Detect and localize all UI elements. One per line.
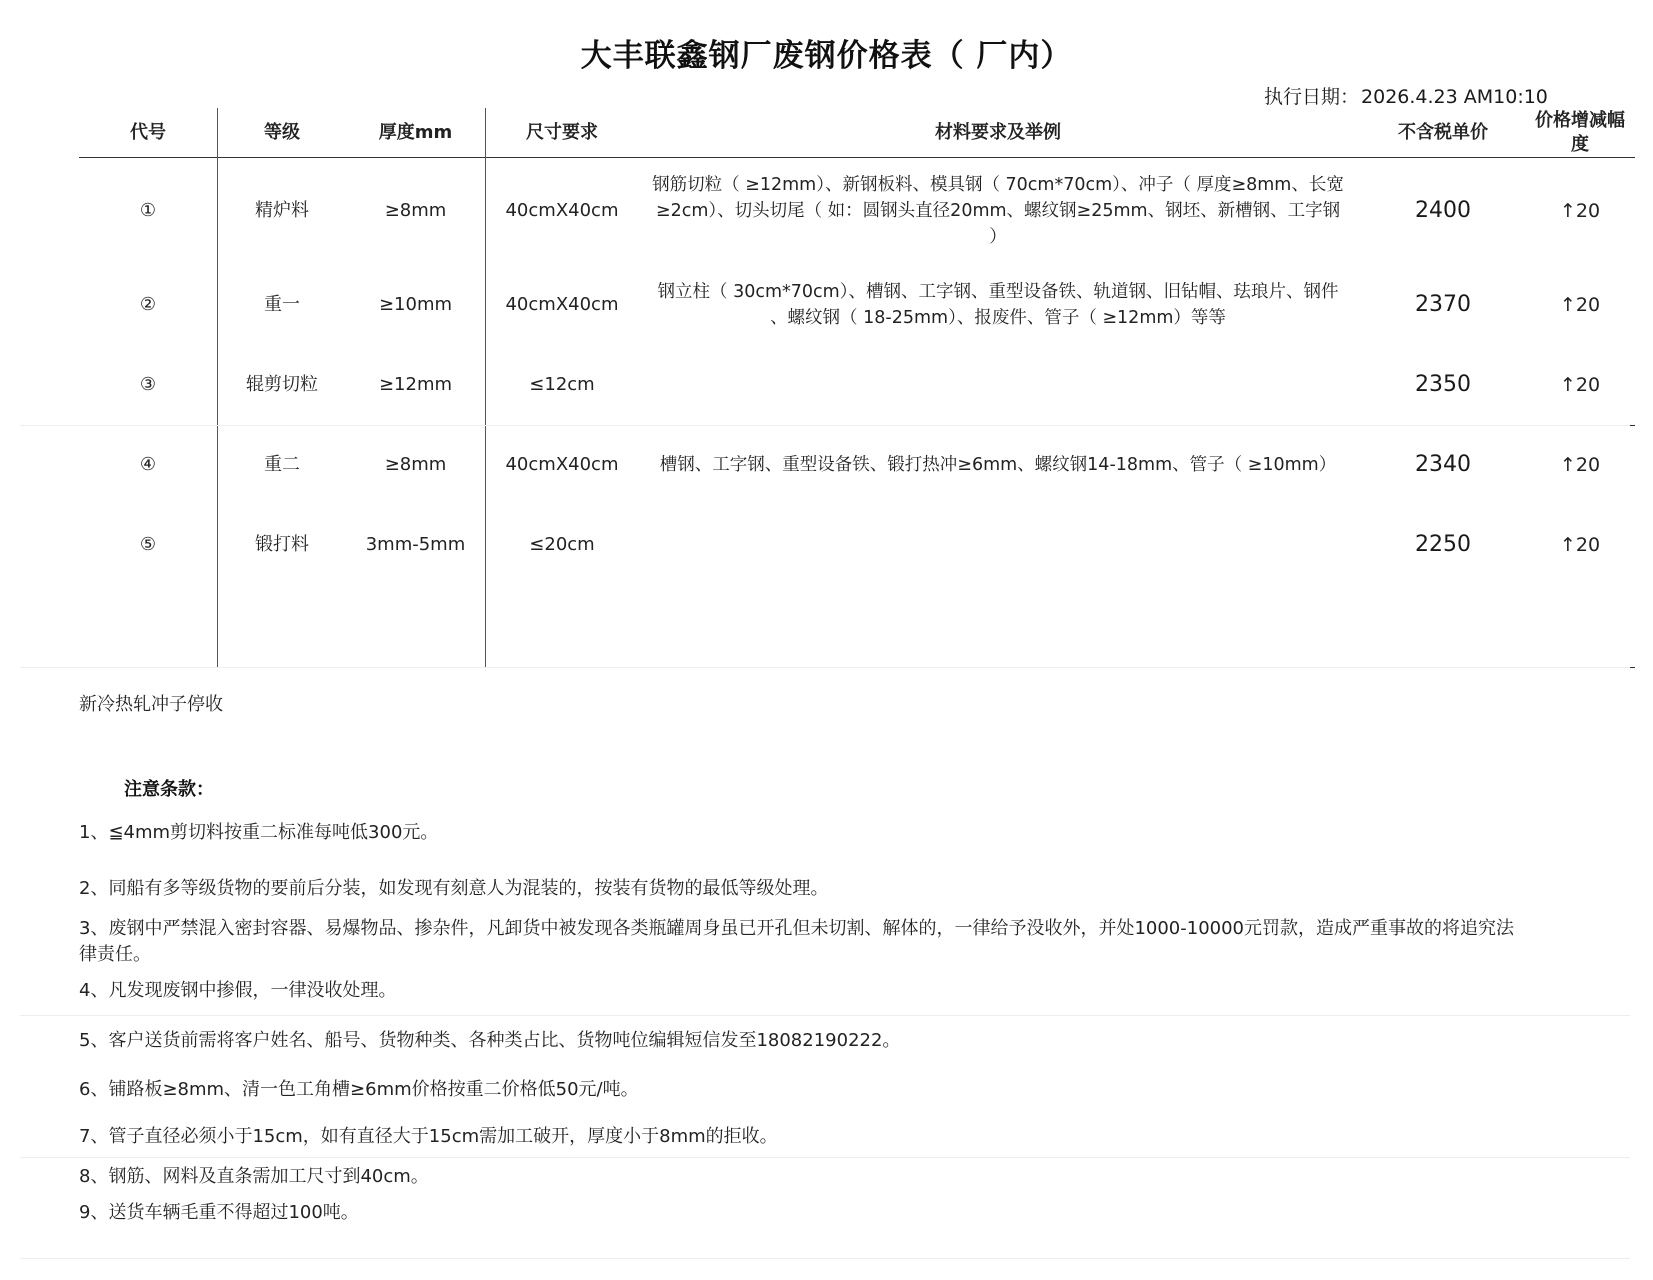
row-price: 2250 [1415,532,1471,557]
scan-line [20,667,1630,668]
page-title: 大丰联鑫钢厂废钢价格表（ 厂内） [580,38,1073,74]
material-line: ≥2cm）、切头切尾（ 如：圆钢头直径20mm、螺纹钢≥25mm、钢坯、新槽钢、工字钢 [655,201,1341,221]
row-price: 2350 [1415,372,1471,397]
row-size: 40cmX40cm [505,200,619,221]
header-code: 代号 [130,122,166,143]
rule-item: 1、≦4mm剪切料按重二标准每吨低300元。 [79,822,439,843]
row-grade: 重一 [264,294,300,315]
rule-item: 5、客户送货前需将客户姓名、船号、货物种类、各种类占比、货物吨位编辑短信发至18082190222。 [79,1030,901,1051]
notes-title: 注意条款： [124,779,214,800]
material-line: 、螺纹钢（ 18-25mm）、报废件、管子（ ≥12mm）等等 [770,308,1226,328]
row-thickness: ≥12mm [378,374,453,395]
row-price: 2340 [1415,452,1471,477]
row-grade: 锻打料 [255,534,309,555]
row-price-change: ↑20 [1559,454,1601,476]
row-price-change: ↑20 [1559,294,1601,316]
header-divider [79,157,1635,158]
row-price-change: ↑20 [1559,200,1601,222]
row-price: 2400 [1415,198,1471,223]
stop-purchase-note: 新冷热轧冲子停收 [79,694,223,715]
row-size: ≤20cm [529,534,595,555]
row-material: 槽钢、工字钢、重型设备铁、锻打热冲≥6mm、螺纹钢14-18mm、管子（ ≥10mm） [659,455,1337,475]
header-thickness: 厚度mm [378,122,453,143]
execution-date-value: 2026.4.23 AM10:10 [1361,86,1548,108]
header-change-line1: 价格增减幅 [1535,110,1625,131]
execution-date-label: 执行日期： [1264,86,1360,108]
header-grade: 等级 [264,122,300,143]
scan-line [20,1157,1630,1158]
header-price: 不含税单价 [1398,122,1488,143]
header-change-line2: 度 [1571,134,1589,155]
row-material [632,278,1364,332]
rule-item: 3、废钢中严禁混入密封容器、易爆物品、掺杂件，凡卸货中被发现各类瓶罐周身虽已开孔但未切割、解体的，一律给予没收外，并处1000-10000元罚款，造成严重事故的将追究法律责任。 [79,918,1515,965]
rule-item: 8、钢筋、网料及直条需加工尺寸到40cm。 [79,1166,429,1187]
material-line: 钢筋切粒（ ≥12mm）、新钢板料、模具钢（ 70cm*70cm）、冲子（ 厚度≥8mm、长宽 [652,175,1344,195]
rule-item: 2、同船有多等级货物的要前后分装，如发现有刻意人为混装的，按装有货物的最低等级处理。 [79,878,829,899]
material-line: ） [989,227,1007,247]
material-line: 钢立柱（ 30cm*70cm）、槽钢、工字钢、重型设备铁、轨道钢、旧钻帽、珐琅片、钢件 [657,282,1339,302]
row-thickness: ≥8mm [384,200,447,221]
scan-line [20,425,1630,426]
row-grade: 重二 [264,454,300,475]
header-size: 尺寸要求 [526,122,598,143]
header-change [1518,108,1642,158]
row-code: ④ [139,454,157,475]
row-code: ③ [139,374,157,395]
execution-date [1262,82,1548,109]
rule-item: 6、铺路板≥8mm、清一色工角槽≥6mm价格按重二价格低50元/吨。 [79,1079,639,1100]
scan-line [20,1258,1630,1259]
row-price-change: ↑20 [1559,534,1601,556]
row-code: ② [139,294,157,315]
rule-item: 9、送货车辆毛重不得超过100吨。 [79,1202,359,1223]
row-material [638,171,1358,251]
rule-item: 4、凡发现废钢中掺假，一律没收处理。 [79,980,397,1001]
row-grade: 精炉料 [255,200,309,221]
row-size: 40cmX40cm [505,294,619,315]
header-material: 材料要求及举例 [935,122,1061,143]
row-price: 2370 [1415,292,1471,317]
scan-line [20,1015,1630,1016]
row-code: ① [139,200,157,221]
row-size: ≤12cm [529,374,595,395]
row-thickness: ≥10mm [378,294,453,315]
row-code: ⑤ [139,534,157,555]
row-price-change: ↑20 [1559,374,1601,396]
row-size: 40cmX40cm [505,454,619,475]
row-thickness: ≥8mm [384,454,447,475]
rule-item: 7、管子直径必须小于15cm，如有直径大于15cm需加工破开，厚度小于8mm的拒收。 [79,1126,778,1147]
row-grade: 辊剪切粒 [246,374,318,395]
row-thickness: 3mm-5mm [365,534,466,555]
